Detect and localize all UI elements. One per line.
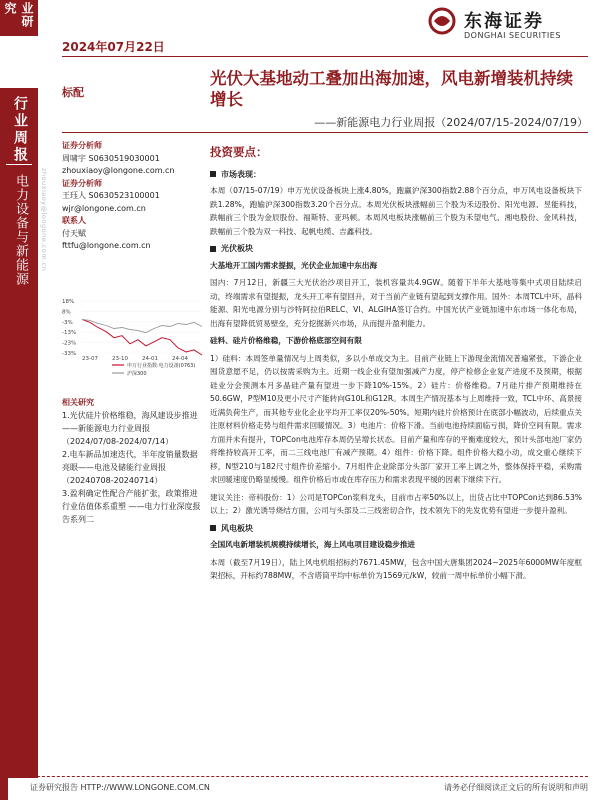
footer-right: 请务必仔细阅读正文后的所有说明和声明	[444, 783, 588, 792]
footer	[12, 780, 588, 794]
analyst-panel	[62, 140, 207, 253]
title-divider	[62, 132, 588, 133]
analyst-name: 王珏人 S0630523100001	[62, 191, 160, 200]
subheading: 硅料、硅片价格维稳，下游价格底部空间有限	[210, 336, 362, 345]
sector-label: 电力设备与新能源	[13, 174, 28, 286]
series-line	[82, 319, 202, 355]
analyst-heading: 证券分析师	[62, 141, 102, 150]
related-item[interactable]: 1.光伏硅片价格维稳，海风建设步推进 ——新能源电力行业周报（2024/07/08-2024/07/14）	[62, 411, 198, 446]
paragraph: 建议关注：帝科股份：1）公司是TOPCon浆料龙头，目前市占率50%以上，出货占比中TOPCon达到86.53%以上；2）激光诱导烧结方面，公司与头部及二三线密切合作，技术领先下的先发优势有望进一步提升盈利。	[210, 492, 582, 515]
category-strip	[0, 0, 38, 36]
company-logo	[428, 5, 588, 45]
x-tick-label: 23-10	[112, 356, 128, 362]
category-label: 业研究	[3, 2, 34, 28]
section-bullet: 光伏板块	[210, 242, 582, 256]
analyst-name: 周啸宇 S0630519030001	[62, 153, 160, 163]
key-points-heading: 投资要点：	[210, 145, 268, 159]
report-subtitle: ——新能源电力行业周报（2024/07/15-2024/07/19）	[314, 116, 588, 129]
x-tick-label: 23-07	[82, 356, 98, 362]
analyst-email[interactable]: zhouxiaoy@longone.com.cn	[62, 166, 175, 175]
legend-label: 申万行业指数:电力设备(0763)	[127, 363, 196, 369]
report-date: 2024年07月22日	[62, 40, 165, 54]
y-tick-label: 8%	[62, 309, 71, 316]
legend-label: 沪深300	[127, 371, 147, 377]
watermark: zhouxiaoy@longone.com.cn	[40, 168, 48, 272]
side-band	[0, 88, 38, 778]
contact-name: 付天赋	[62, 228, 86, 238]
y-tick-label: 18%	[62, 299, 75, 305]
footer-divider	[12, 776, 588, 777]
y-tick-label: -13%	[62, 330, 77, 337]
footer-accent	[0, 778, 8, 800]
logo-text-cn: 东海证券	[464, 11, 544, 32]
related-research	[62, 396, 202, 526]
performance-chart	[62, 295, 207, 387]
subheading: 全国风电新增装机规模持续增长，海上风电项目建设稳步推进	[210, 540, 416, 549]
square-bullet-icon	[210, 171, 216, 177]
square-bullet-icon	[210, 525, 216, 531]
industry-rating: 标配	[62, 86, 84, 99]
main-content	[210, 146, 582, 587]
contact-heading: 联系人	[62, 216, 86, 225]
report-title: 光伏大基地动工叠加出海加速，风电新增装机持续增长	[210, 69, 573, 109]
header-divider	[62, 56, 588, 57]
paragraph: 国内：7月12日，新疆三大光伏治沙项目开工，装机容量共4.9GW。随着下半年大基地等集中式项目陆续启动，终端需求有望提振，龙头开工率有望回升，对于当前产业链有望起到支撑作用。国外：本周TCL中环、晶科能源、阳光电源分别与沙特阿拉伯RELC、VI、ALGIHA签订合约。中国光伏产业链加速中东市场一体化布局，出海有望降低贸易壁垒，充分挖掘新兴市场，从而提升盈利能力。	[210, 278, 582, 328]
y-tick-label: -3%	[62, 319, 73, 326]
related-heading: 相关研究	[62, 398, 94, 407]
side-band-divider	[6, 164, 32, 165]
x-tick-label: 24-01	[142, 356, 158, 362]
paragraph: 本周（07/15-07/19）申万光伏设备板块上涨4.80%，跑赢沪深300指数2.88个百分点，申万风电设备板块下跌1.28%，跑输沪深300指数3.20个百分点。本周光伏板块涨幅前三个股为禾迈股份、阳光电源、昱能科技，跌幅前三个股为金辰股份、福斯特、亚玛顿。本周风电板块涨幅前三个股为禾望电气、湘电股份、金风科技，跌幅前三个股为双一科技、起帆电缆、吉鑫科技。	[210, 186, 582, 236]
footer-left[interactable]: 证券研究报告 HTTP://WWW.LONGONE.COM.CN	[30, 783, 210, 792]
logo-text-en: DONGHAI SECURITIES	[464, 31, 561, 40]
related-item[interactable]: 2.电车新品加速迭代，半年度销量数据亮眼——电池及储能行业周报（20240708-20240714）	[62, 450, 198, 485]
x-tick-label: 24-04	[172, 356, 188, 362]
square-bullet-icon	[210, 246, 216, 252]
related-item[interactable]: 3.盈利确定性配合产能扩张，政策推进行业估值体系重塑 ——电力行业深度报告系列二	[62, 489, 201, 524]
series-line	[82, 319, 202, 332]
report-type: 行业周报	[12, 96, 28, 164]
y-tick-label: -23%	[62, 340, 77, 347]
y-tick-label: -33%	[62, 351, 77, 357]
subheading: 大基地开工国内需求提振，光伏企业加速中东出海	[210, 260, 378, 270]
analyst-email[interactable]: wjr@longone.com.cn	[62, 203, 146, 213]
analyst-heading: 证券分析师	[62, 178, 102, 188]
paragraph: 本周（截至7月19日），陆上风电机组招标约7671.45MW，包含中国大唐集团2024~2025年6000MW年度框架招标，开标约788MW，不含塔筒平均中标单价为1569元/kW，较前一周中标单价小幅下滑。	[210, 557, 582, 580]
contact-email[interactable]: fttfu@longone.com.cn	[62, 241, 151, 250]
paragraph: 1）硅料：本周签单量情况与上周类似，多以小单成交为主。目前产业链上下游现金流情况普遍紧张，下游企业囤货意愿不足，仍以按需采购为主。近期一线企业有望加强减产力度，停产检修企业复产进度不及预期，根据硅业分会预测本月多晶硅产量有望进一步下降10%-15%。2）硅片：价格维稳。7月硅片排产预期维持在50.6GW，P型M10及更小尺寸产能转向G10L和G12R。本周生产情况基本与上周维持一致，TCL中环、高景接近满负荷生产，而其他专业化企业平均开工率仅20%-50%。短期内硅片价格预计在底部小幅波动，后续重点关注原材料价格走势与组件需求回暖情况。3）电池片：价格下滑。当前电池持续面临亏损，降价空间有限。需求方面并未有提升，TOPCon电池库存本周仍呈增长状态。目前产量和库存的平衡难度较大，预计头部电池厂家仍将维持较高开工率，而二三线电池厂有减产预期。4）组件：价格下降。组件价格大稳小动，成交重心继续下移，N型210与182尺寸组件价差缩小。7月组件企业除部分头部厂家开工率上调之外，整体保持平稳，采购需求回暖速度仍略显缓慢。组件价格后市或在库存压力和需求表现平缓的因素下继续下行。	[210, 353, 582, 484]
logo-mark-icon	[428, 7, 456, 35]
section-bullet: 市场表现：	[210, 168, 582, 182]
section-bullet: 风电板块	[210, 522, 582, 536]
